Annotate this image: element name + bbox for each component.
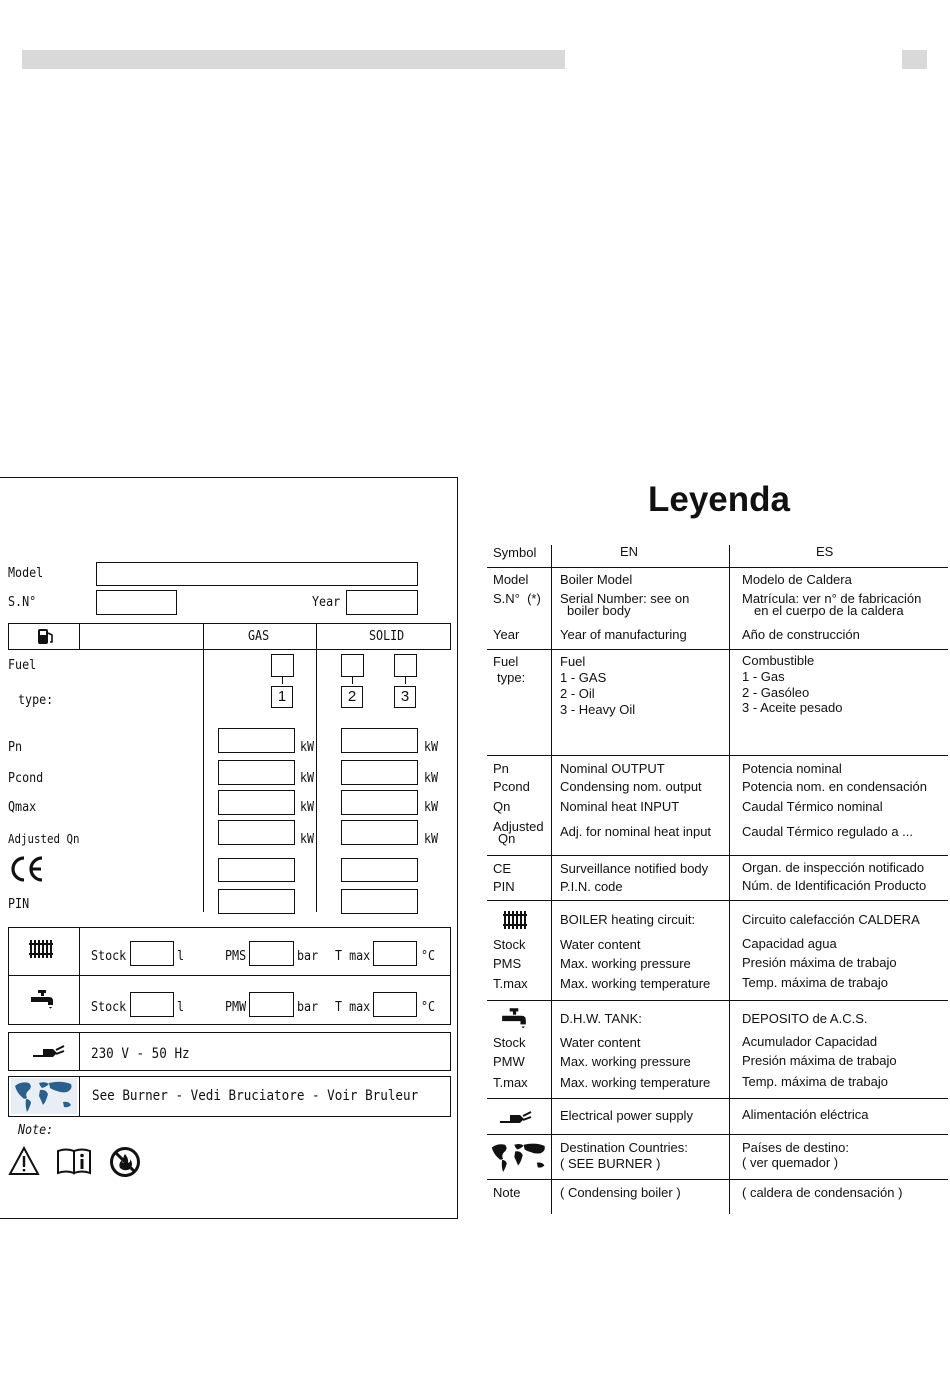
legend-fuel-es-3: 3 - Aceite pesado xyxy=(742,700,843,715)
legend-row-divider xyxy=(487,1134,948,1135)
fuel-gas-checkbox xyxy=(271,654,294,677)
plug-icon xyxy=(31,1042,65,1060)
celsius-unit: °C xyxy=(421,1000,436,1015)
bar-unit: bar xyxy=(297,1000,319,1015)
legend-dhw-tmax-symbol: T.max xyxy=(493,1075,528,1090)
liter-unit: l xyxy=(177,1000,185,1015)
legend-header-en: EN xyxy=(620,544,639,559)
legend-col-divider xyxy=(729,545,730,1214)
kw-unit: kW xyxy=(300,832,315,847)
adjusted-solid-field xyxy=(341,820,418,845)
legend-pms-symbol: PMS xyxy=(493,956,522,971)
legend-year-es: Año de construcción xyxy=(742,627,860,642)
header-bar xyxy=(22,50,565,69)
ce-mark-icon xyxy=(8,855,46,883)
radiator-icon xyxy=(502,910,528,930)
power-box xyxy=(8,1032,451,1071)
legend-dhw-tmax-en: Max. working temperature xyxy=(560,1075,711,1090)
legend-note-symbol: Note xyxy=(493,1185,521,1200)
qmax-solid-field xyxy=(341,790,418,815)
solid-header: SOLID xyxy=(369,629,405,644)
kw-unit: kW xyxy=(424,832,439,847)
legend-pms-es: Presión máxima de trabajo xyxy=(742,955,897,970)
legend-dhw-stock-en: Water content xyxy=(560,1035,641,1050)
legend-header-symbol: Symbol xyxy=(493,545,537,560)
legend-model-es: Modelo de Caldera xyxy=(742,572,852,587)
legend-pn-en: Nominal OUTPUT xyxy=(560,761,665,776)
dhw-stock-field xyxy=(130,992,174,1017)
qmax-gas-field xyxy=(218,790,295,815)
tap-icon xyxy=(500,1007,528,1031)
legend-pcond-symbol: Pcond xyxy=(493,779,530,794)
legend-year-en: Year of manufacturing xyxy=(560,627,687,642)
kw-unit: kW xyxy=(424,740,439,755)
boiler-tmax-label: T max xyxy=(335,949,371,964)
legend-row-divider xyxy=(487,855,948,856)
fuel-pump-icon xyxy=(36,626,56,646)
legend-boiler-es: Circuito calefacción CALDERA xyxy=(742,912,920,927)
legend-pmw-symbol: PMW xyxy=(493,1054,525,1069)
pin-gas-field xyxy=(218,889,295,914)
radiator-icon xyxy=(28,939,54,959)
legend-fuel-es-1: 1 - Gas xyxy=(742,669,785,684)
tap-icon xyxy=(29,989,55,1011)
legend-boiler-en: BOILER heating circuit: xyxy=(560,912,696,927)
legend-pn-es: Potencia nominal xyxy=(742,761,842,776)
pms-field xyxy=(249,941,294,966)
legend-dest-en-2: ( SEE BURNER ) xyxy=(560,1156,661,1171)
pn-label: Pn xyxy=(8,740,23,755)
pcond-label: Pcond xyxy=(8,771,44,786)
no-flame-icon xyxy=(109,1146,141,1178)
legend-dhw-stock-symbol: Stock xyxy=(493,1035,526,1050)
legend-pms-en: Max. working pressure xyxy=(560,956,691,971)
legend-ce-symbol: CE xyxy=(493,861,512,876)
warning-icon xyxy=(8,1145,40,1177)
legend-row-divider xyxy=(487,649,948,650)
legend-note-es: ( caldera de condensación ) xyxy=(742,1185,903,1200)
pms-label: PMS xyxy=(225,949,247,964)
pcond-gas-field xyxy=(218,760,295,785)
legend-dest-es: Países de destino: xyxy=(742,1140,849,1155)
legend-pcond-en: Condensing nom. output xyxy=(560,779,702,794)
legend-boiler-tmax-es: Temp. máxima de trabajo xyxy=(742,975,888,990)
legend-pin-en: P.I.N. code xyxy=(560,879,623,894)
header-page-box xyxy=(902,50,927,69)
legend-qn-symbol: Qn xyxy=(493,799,511,814)
legend-row-divider xyxy=(487,1098,948,1099)
legend-electric-en: Electrical power supply xyxy=(560,1108,693,1123)
model-label: Model xyxy=(8,566,44,581)
legend-row-divider xyxy=(487,567,948,568)
legend-pin-symbol: PIN xyxy=(493,879,515,894)
year-field xyxy=(346,590,418,615)
legend-sn-en: Serial Number: see on xyxy=(560,591,690,606)
ce-solid-field xyxy=(341,858,418,882)
pn-solid-field xyxy=(341,728,418,753)
world-map-icon xyxy=(11,1078,77,1114)
kw-unit: kW xyxy=(424,800,439,815)
legend-pmw-es: Presión máxima de trabajo xyxy=(742,1053,897,1068)
bar-unit: bar xyxy=(297,949,319,964)
legend-adjusted-en: Adj. for nominal heat input xyxy=(560,824,712,839)
legend-boiler-tmax-en: Max. working temperature xyxy=(560,976,711,991)
kw-unit: kW xyxy=(300,800,315,815)
legend-sn-en-2: boiler body xyxy=(567,603,631,618)
year-label: Year xyxy=(312,595,341,610)
pin-solid-field xyxy=(341,889,418,914)
legend-qn-es: Caudal Térmico nominal xyxy=(742,799,883,814)
pin-label: PIN xyxy=(8,897,30,912)
legend-year-symbol: Year xyxy=(493,627,520,642)
legend-header-es: ES xyxy=(816,544,834,559)
legend-pcond-es: Potencia nom. en condensación xyxy=(742,779,928,794)
legend-boiler-tmax-symbol: T.max xyxy=(493,976,528,991)
fuel-number-2: 2 xyxy=(341,686,363,708)
fuel-number-1: 1 xyxy=(271,686,293,708)
gas-header: GAS xyxy=(248,629,270,644)
legend-fuel-symbol: Fuel xyxy=(493,654,519,669)
fuel-oil-checkbox xyxy=(341,654,364,677)
note-label: Note: xyxy=(18,1123,54,1138)
boiler-tmax-field xyxy=(373,941,417,966)
legend-dest-en: Destination Countries: xyxy=(560,1140,688,1155)
legend-fuel-en-1: 1 - GAS xyxy=(560,670,607,685)
legend-dhw-tmax-es: Temp. máxima de trabajo xyxy=(742,1074,888,1089)
legend-sn-es: Matrícula: ver n° de fabricación xyxy=(742,591,922,606)
legend-electric-es: Alimentación eléctrica xyxy=(742,1107,869,1122)
legend-sn-symbol: S.N° (*) xyxy=(493,591,541,606)
fuel-label: Fuel xyxy=(8,658,37,673)
legend-row-divider xyxy=(487,755,948,756)
legend-fuel-es-2: 2 - Gasóleo xyxy=(742,685,810,700)
legend-ce-en: Surveillance notified body xyxy=(560,861,709,876)
legend-boiler-stock-en: Water content xyxy=(560,937,641,952)
adjusted-qn-label: Adjusted Qn xyxy=(8,832,80,846)
sn-label: S.N° xyxy=(8,595,37,610)
dhw-tmax-label: T max xyxy=(335,1000,371,1015)
kw-unit: kW xyxy=(424,771,439,786)
legend-dest-es-2: ( ver quemador ) xyxy=(742,1155,839,1170)
legend-model-symbol: Model xyxy=(493,572,529,587)
plug-icon xyxy=(498,1108,532,1126)
legend-pin-es: Núm. de Identificación Producto xyxy=(742,878,927,893)
legend-row-divider xyxy=(487,900,948,901)
legend-adjusted-symbol: Adjusted xyxy=(493,819,544,834)
legend-fuel-en: Fuel xyxy=(560,654,586,669)
dhw-stock-label: Stock xyxy=(91,1000,127,1015)
kw-unit: kW xyxy=(300,771,315,786)
legend-sn-es-2: en el cuerpo de la caldera xyxy=(754,603,904,618)
type-label: type: xyxy=(18,693,54,708)
manual-icon xyxy=(55,1147,95,1175)
fuel-number-3: 3 xyxy=(394,686,416,708)
legend-col-divider xyxy=(551,545,552,1214)
legend-adjusted-symbol-2: Qn xyxy=(498,831,516,846)
qmax-label: Qmax xyxy=(8,800,37,815)
pmw-label: PMW xyxy=(225,1000,247,1015)
celsius-unit: °C xyxy=(421,949,436,964)
adjusted-gas-field xyxy=(218,820,295,845)
legend-pn-symbol: Pn xyxy=(493,761,509,776)
burner-text: See Burner - Vedi Bruciatore - Voir Bruleur xyxy=(92,1088,419,1104)
pmw-field xyxy=(249,992,294,1017)
legend-boiler-stock-symbol: Stock xyxy=(493,937,526,952)
legend-model-en: Boiler Model xyxy=(560,572,633,587)
legend-dhw-stock-es: Acumulador Capacidad xyxy=(742,1034,878,1049)
legend-dhw-es: DEPOSITO de A.C.S. xyxy=(742,1011,868,1026)
fuel-heavy-oil-checkbox xyxy=(394,654,417,677)
liter-unit: l xyxy=(177,949,185,964)
legend-fuel-en-2: 2 - Oil xyxy=(560,686,595,701)
legend-fuel-es: Combustible xyxy=(742,653,815,668)
legend-fuel-type-symbol: type: xyxy=(497,670,526,685)
dhw-tmax-field xyxy=(373,992,417,1017)
legend-dhw-en: D.H.W. TANK: xyxy=(560,1011,642,1026)
legend-ce-es: Organ. de inspección notificado xyxy=(742,860,925,875)
legend-title: Leyenda xyxy=(648,480,790,519)
legend-boiler-stock-es: Capacidad agua xyxy=(742,936,837,951)
legend-note-en: ( Condensing boiler ) xyxy=(560,1185,681,1200)
legend-row-divider xyxy=(487,1000,948,1001)
legend-fuel-en-3: 3 - Heavy Oil xyxy=(560,702,636,717)
legend-adjusted-es: Caudal Térmico regulado a ... xyxy=(742,824,914,839)
legend-pmw-en: Max. working pressure xyxy=(560,1054,691,1069)
sn-field xyxy=(96,590,177,615)
world-map-icon xyxy=(488,1140,550,1174)
pcond-solid-field xyxy=(341,760,418,785)
pn-gas-field xyxy=(218,728,295,753)
boiler-stock-field xyxy=(130,941,174,966)
legend-row-divider xyxy=(487,1179,948,1180)
ce-gas-field xyxy=(218,858,295,882)
legend-qn-en: Nominal heat INPUT xyxy=(560,799,680,814)
power-text: 230 V - 50 Hz xyxy=(91,1046,190,1062)
kw-unit: kW xyxy=(300,740,315,755)
boiler-stock-label: Stock xyxy=(91,949,127,964)
model-field xyxy=(96,562,418,586)
